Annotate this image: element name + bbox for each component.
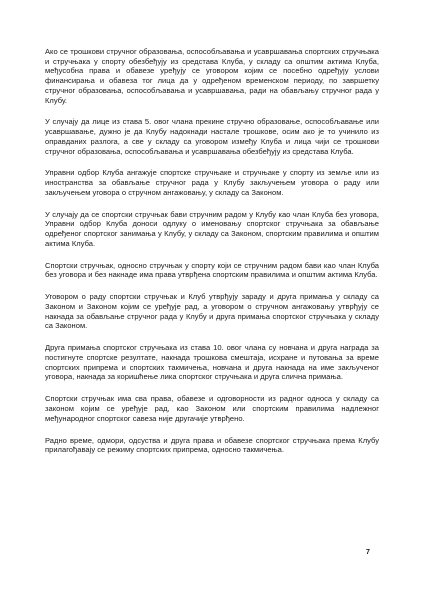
paragraph: Управни одбор Клуба ангажује спортске стручњаке и стручњаке у спорту из земље или из иностранства за обављање стручног рада у Клубу закључењем уговора о раду или закључењем уговора о стручном ангажовању, у складу са Законом. [45,168,379,197]
paragraph: Спортски стручњак, односно стручњак у спорту који се стручним радом бави као члан Клуба без уговора и без накнаде има права утврђена спортским правилима и општим актима Клуба. [45,260,379,280]
paragraph: Радно време, одмори, одсуства и друга права и обавезе спортског стручњака према Клубу прилагођавају се режиму спортских припрема, односно такмичења. [45,435,379,455]
paragraph: Друга примања спортског стручњака из става 10. овог члана су новчана и друга награда за постигнуте спортске резултате, накнада трошкова смештаја, исхране и путовања за време спортских припрема и спортских такмичења, новчана и друга накнада на име закљученог уговора, накнада за коришћење лика спортског стручњака и друга слична примања. [45,343,379,382]
paragraph: Уговором о раду спортски стручњак и Клуб утврђују зараду и друга примања у складу са Законом и Законом којим се уређује рад, а уговором о стручном ангажовању утврђују се накнада за обављање стручног рада у Клубу и друга примања спортског стручњака у складу са Законом. [45,292,379,331]
paragraph: Ако се трошкови стручног образовања, оспособљавања и усавршавања спортских стручњака и стручњака у спорту обезбеђују из средстава Клуба, у складу са општим актима Клуба, међусобна права и обавезе уређују се уговором којим се посебно одређују услови финансирања и обавеза тог лица да у одређеном временском периоду, по завршетку стручног образовања, оспособљавања и усавршавања, ради на обављању стручног рада у Клубу. [45,47,379,105]
page-body [45,47,379,467]
paragraph: У случају да се спортски стручњак бави стручним радом у Клубу као члан Клуба без уговора, Управни одбор Клуба доноси одлуку о именовању спортског стручњака за обављање одређеног спортског занимања у Клубу, у складу са Законом, спортским правилима и општим актима Клуба. [45,209,379,248]
paragraph: Спортски стручњак има сва права, обавезе и одговорности из радног односа у складу са законом којим се уређује рад, као Законом или спортским правилима надлежног међународног спортског савеза није другачије утврђено. [45,394,379,423]
paragraph: У случају да лице из става 5. овог члана прекине стручно образовање, оспособљавање или усавршавање, дужно је да Клубу надокнади настале трошкове, осим ако је то учинило из оправданих разлога, а све у складу са уговором између Клуба и лица чији се трошкови стручног образовања, оспособљавања и усавршавања обезбеђују из средстава Клуба. [45,117,379,156]
page-number: 7 [366,549,370,556]
